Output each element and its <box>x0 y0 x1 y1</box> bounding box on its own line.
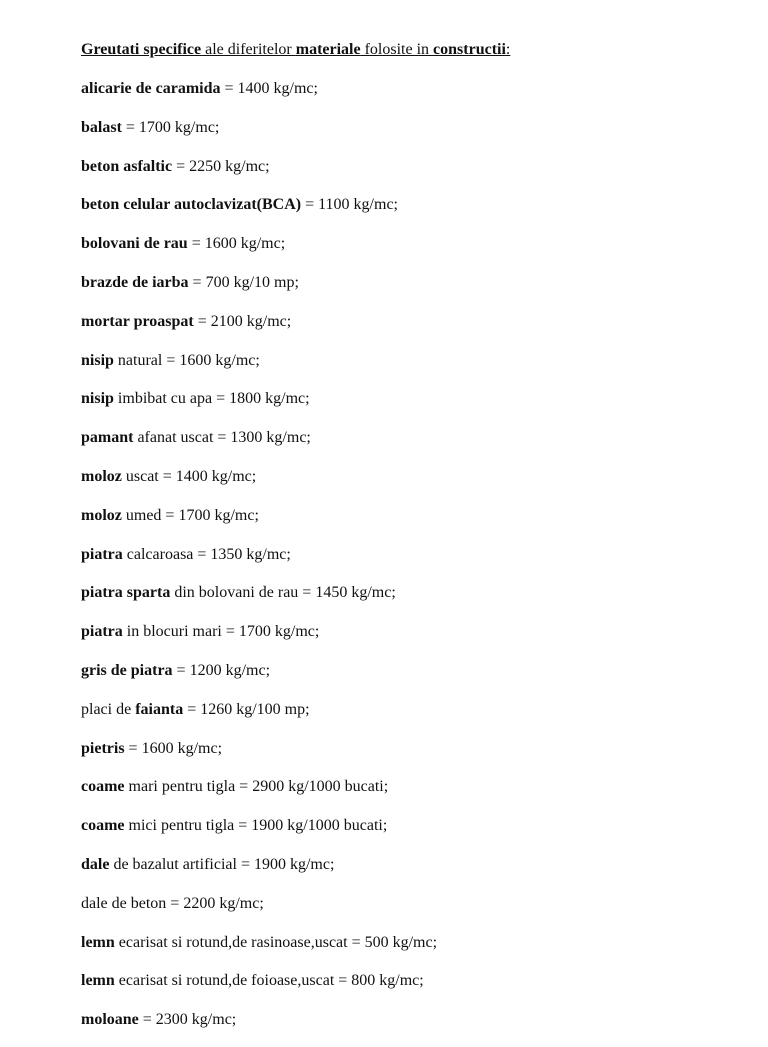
material-line <box>81 814 751 838</box>
material-value: afanat uscat = 1300 kg/mc; <box>133 429 311 447</box>
material-value: = 2300 kg/mc; <box>138 1011 237 1029</box>
material-value: = 1260 kg/100 mp; <box>183 700 310 718</box>
material-line <box>81 1008 751 1032</box>
material-value: din bolovani de rau = 1450 kg/mc; <box>170 584 396 602</box>
material-line <box>81 853 751 877</box>
material-line <box>81 116 751 140</box>
material-line <box>81 426 751 450</box>
heading-part-6: : <box>505 41 511 58</box>
material-value: = 1700 kg/mc; <box>121 118 220 136</box>
material-name: piatra <box>81 623 123 641</box>
material-value: in blocuri mari = 1700 kg/mc; <box>122 623 320 641</box>
document-page <box>81 38 751 1047</box>
material-value: natural = 1600 kg/mc; <box>113 351 260 369</box>
material-name: brazde de iarba <box>81 273 189 291</box>
material-line <box>81 504 751 528</box>
material-line <box>81 931 751 955</box>
material-value: uscat = 1400 kg/mc; <box>121 467 257 485</box>
material-name: moloz <box>81 467 122 485</box>
material-name: lemn <box>81 933 115 951</box>
material-line <box>81 155 751 179</box>
material-line <box>81 775 751 799</box>
material-value: mici pentru tigla = 1900 kg/1000 bucati; <box>124 817 388 835</box>
material-value: = 1600 kg/mc; <box>124 739 223 757</box>
material-value: mari pentru tigla = 2900 kg/1000 bucati; <box>124 778 389 796</box>
material-value: de bazalut artificial = 1900 kg/mc; <box>109 855 335 873</box>
material-line <box>81 892 751 916</box>
material-line <box>81 969 751 993</box>
material-line <box>81 387 751 411</box>
material-name: balast <box>81 118 122 136</box>
material-value: = 700 kg/10 mp; <box>188 273 299 291</box>
material-line <box>81 620 751 644</box>
material-line <box>81 581 751 605</box>
material-line <box>81 659 751 683</box>
material-line <box>81 232 751 256</box>
heading-part-1: Greutati specifice <box>81 41 202 58</box>
document-heading <box>81 38 751 62</box>
material-line <box>81 77 751 101</box>
material-name: piatra <box>81 545 123 563</box>
material-value: = 1200 kg/mc; <box>172 661 271 679</box>
material-name: mortar proaspat <box>81 312 194 330</box>
material-name: faianta <box>135 700 184 718</box>
material-value: = 1600 kg/mc; <box>187 235 286 253</box>
heading-part-4: folosite in <box>360 41 434 58</box>
material-name: bolovani de rau <box>81 235 188 253</box>
material-name: beton asfaltic <box>81 157 173 175</box>
material-line <box>81 465 751 489</box>
material-name: piatra sparta <box>81 584 171 602</box>
material-line <box>81 737 751 761</box>
material-value: umed = 1700 kg/mc; <box>121 506 259 524</box>
material-value: dale de beton = 2200 kg/mc; <box>81 894 264 912</box>
material-value: = 2100 kg/mc; <box>193 312 292 330</box>
heading-part-3: materiale <box>295 41 361 58</box>
material-name: nisip <box>81 390 114 408</box>
material-name: dale <box>81 855 110 873</box>
material-line <box>81 543 751 567</box>
material-name: gris de piatra <box>81 661 173 679</box>
material-value: ecarisat si rotund,de rasinoase,uscat = 500 kg/mc; <box>114 933 438 951</box>
material-name: moloane <box>81 1011 139 1029</box>
material-name: nisip <box>81 351 114 369</box>
material-value: ecarisat si rotund,de foioase,uscat = 800 kg/mc; <box>114 972 424 990</box>
material-value: placi de <box>81 700 136 718</box>
material-line <box>81 698 751 722</box>
material-line <box>81 349 751 373</box>
material-name: moloz <box>81 506 122 524</box>
material-name: coame <box>81 817 125 835</box>
material-value: = 1100 kg/mc; <box>301 196 398 214</box>
material-list <box>81 77 751 1032</box>
heading-part-5: constructii <box>433 41 506 58</box>
material-value: = 1400 kg/mc; <box>220 80 318 97</box>
material-value: = 2250 kg/mc; <box>172 157 270 175</box>
heading-part-2: ale diferitelor <box>201 41 296 58</box>
material-name: lemn <box>81 972 115 990</box>
material-value: calcaroasa = 1350 kg/mc; <box>122 545 291 563</box>
material-name: pamant <box>81 429 134 447</box>
material-name: alicarie de caramida <box>81 80 221 97</box>
material-name: coame <box>81 778 125 796</box>
material-name: beton celular autoclavizat(BCA) <box>81 196 302 214</box>
material-line <box>81 271 751 295</box>
material-line <box>81 193 751 217</box>
material-value: imbibat cu apa = 1800 kg/mc; <box>113 390 310 408</box>
material-name: pietris <box>81 739 125 757</box>
material-line <box>81 310 751 334</box>
